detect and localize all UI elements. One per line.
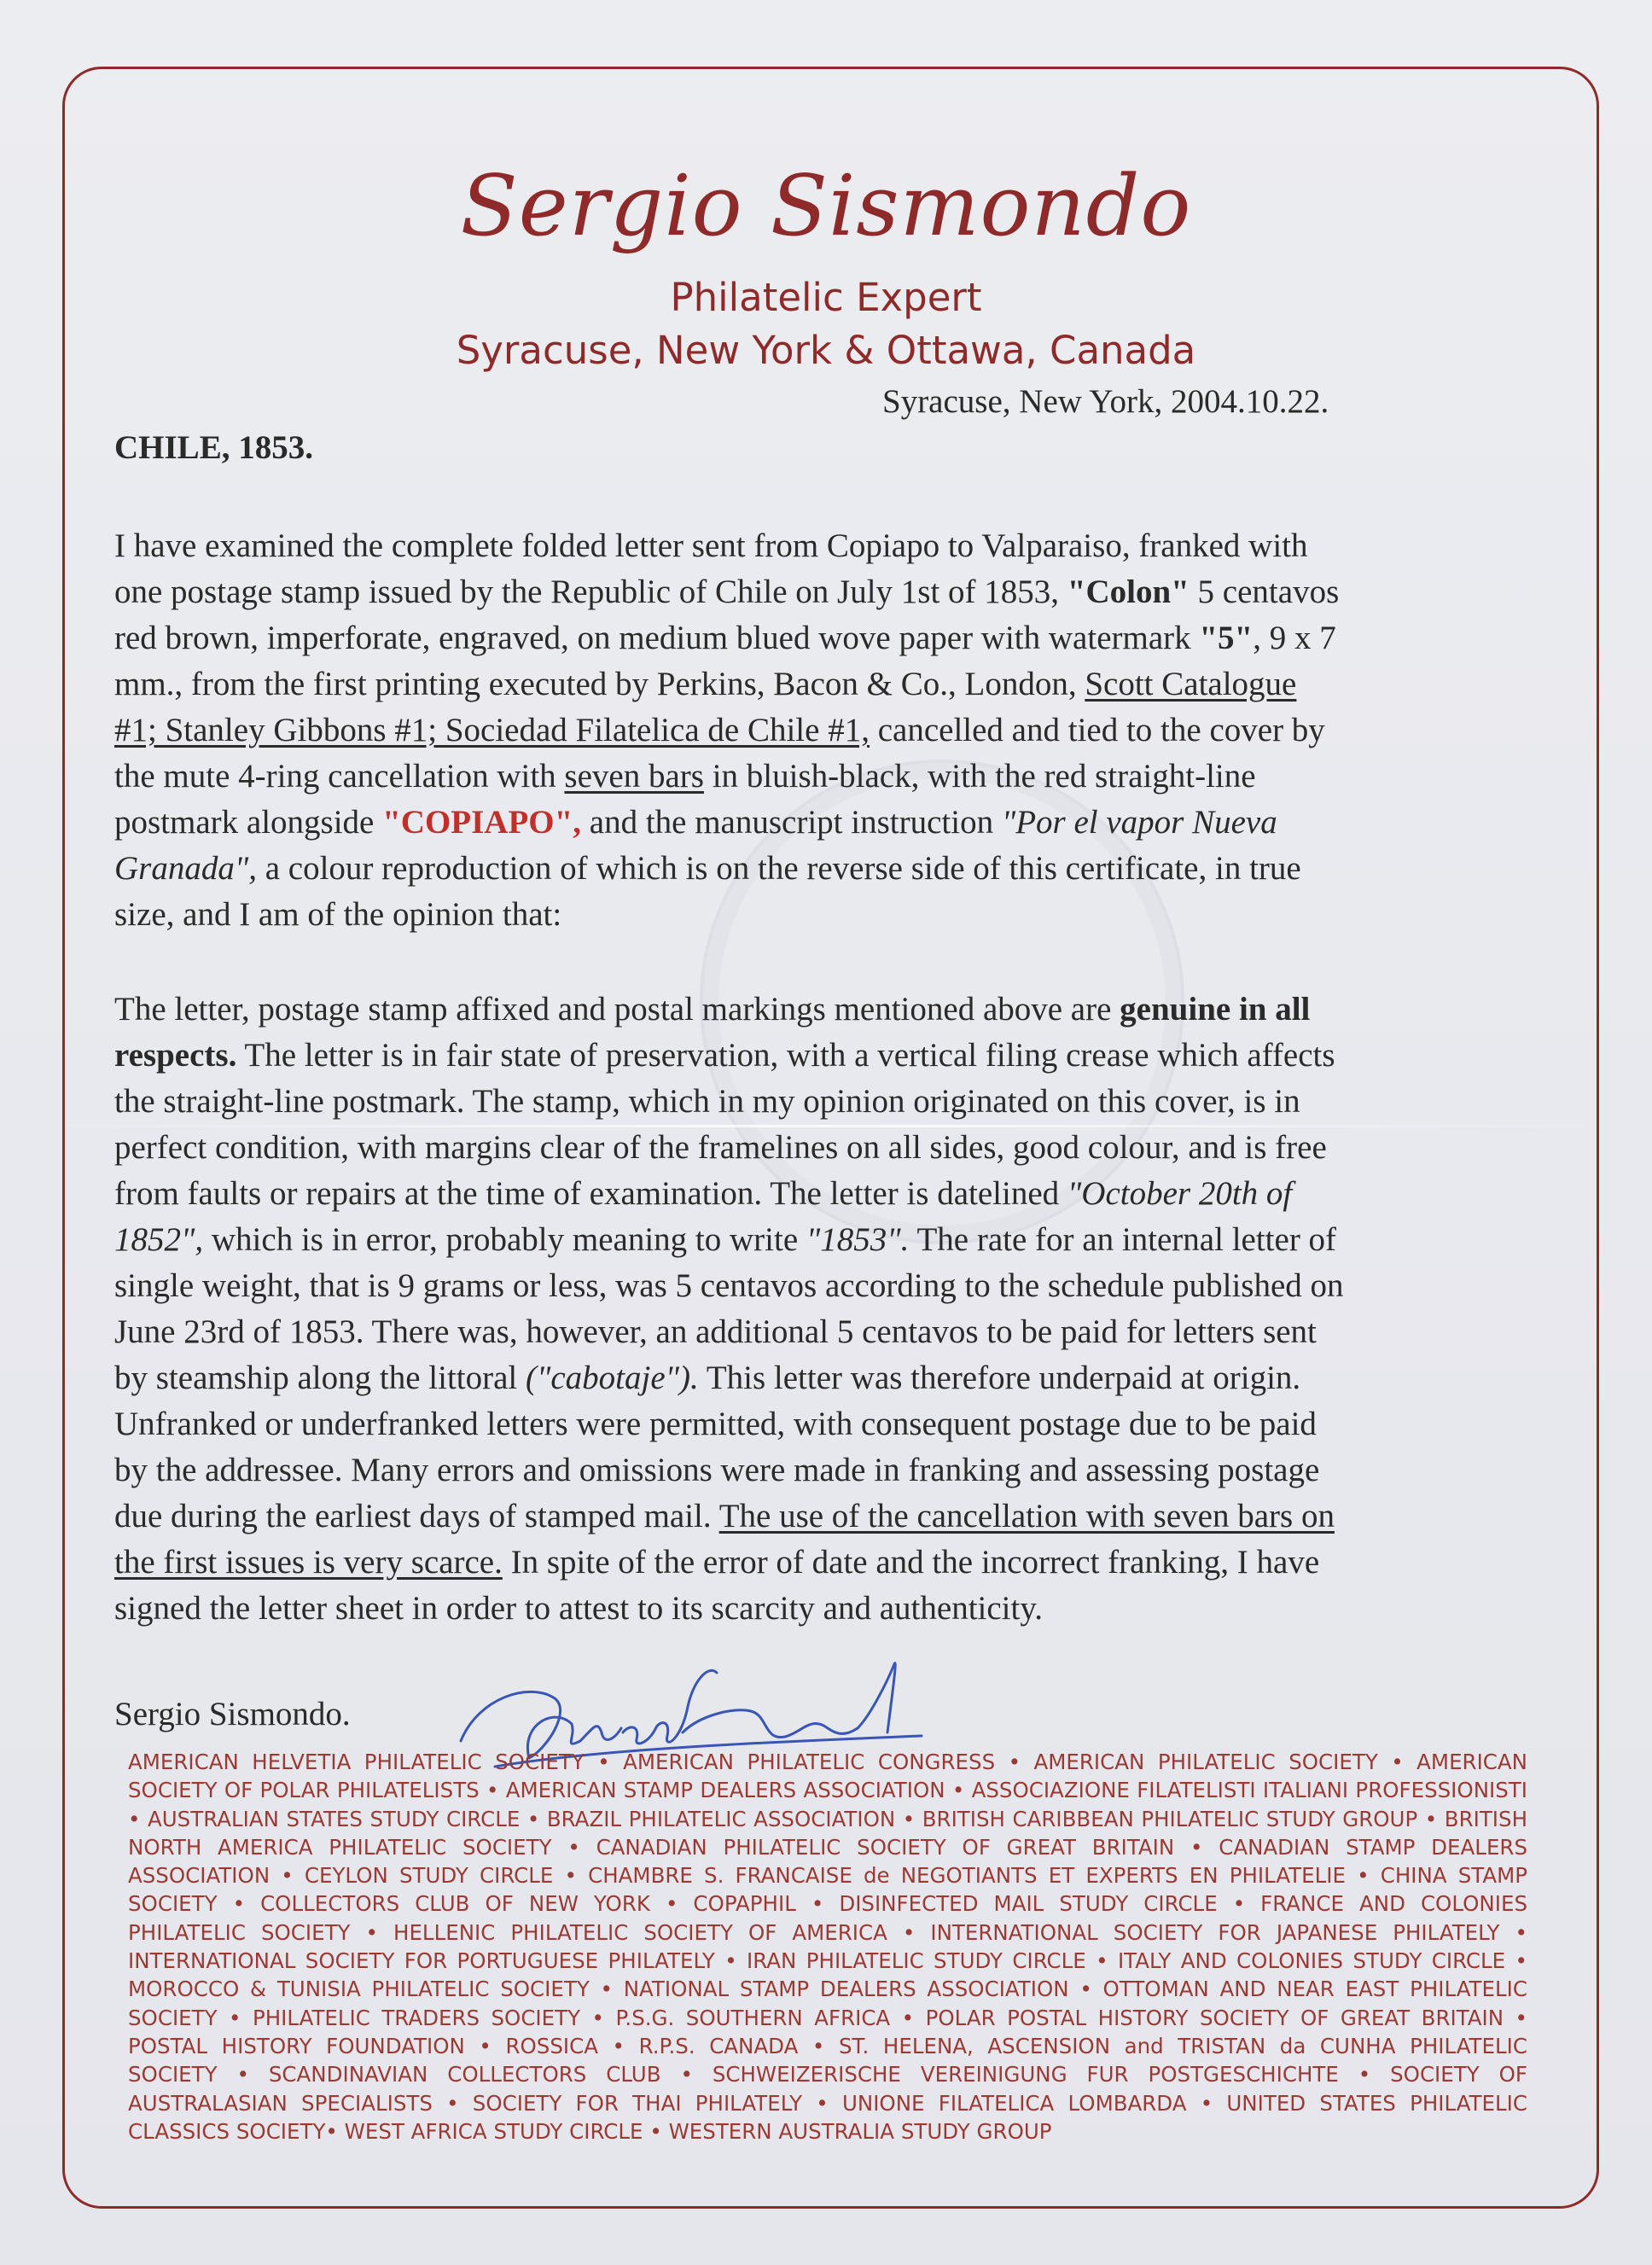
society-line: NORTH AMERICA PHILATELIC SOCIETY • CANADIAN PHILATELIC SOCIETY OF GREAT BRITAIN • CANADIAN STAMP DEALERS [128,1834,1527,1860]
expert-title: Philatelic Expert [670,275,982,320]
text-line: #1; Stanley Gibbons #1; Sociedad Filatelica de Chile #1, cancelled and tied to the cover by [114,712,1325,748]
society-line: MOROCCO & TUNISIA PHILATELIC SOCIETY • NATIONAL STAMP DEALERS ASSOCIATION • OTTOMAN AND NEAR EAST PHILATELIC [128,1977,1527,2002]
society-line: PHILATELIC SOCIETY • HELLENIC PHILATELIC SOCIETY OF AMERICA • INTERNATIONAL SOCIETY FOR JAPANESE PHILATELY • [128,1919,1527,1945]
society-line: INTERNATIONAL SOCIETY FOR PORTUGUESE PHILATELY • IRAN PHILATELIC STUDY CIRCLE • ITALY AND COLONIES STUDY CIRCLE • [128,1948,1527,1974]
text-line: by steamship along the littoral ("cabotaje"). This letter was therefore underpaid at origin. [114,1360,1301,1396]
text-line: 1852", which is in error, probably meaning to write "1853". The rate for an internal letter of [114,1221,1337,1258]
text-line: size, and I am of the opinion that: [114,896,562,933]
society-line: POSTAL HISTORY FOUNDATION • ROSSICA • R.P.S. CANADA • ST. HELENA, ASCENSION and TRISTAN da CUNHA PHILATELIC [128,2033,1527,2058]
text-line: postmark alongside "COPIAPO", and the manuscript instruction "Por el vapor Nueva [114,804,1277,841]
text-line: respects. The letter is in fair state of preservation, with a vertical filing crease which affects [114,1037,1335,1074]
signoff-name: Sergio Sismondo. [114,1696,351,1732]
text-line: single weight, that is 9 grams or less, was 5 centavos according to the schedule published on [114,1267,1344,1304]
text-line: the first issues is very scarce. In spite of the error of date and the incorrect franking, I have [114,1544,1320,1581]
text-line: The letter, postage stamp affixed and postal markings mentioned above are genuine in all [114,991,1311,1028]
text-line: one postage stamp issued by the Republic of Chile on July 1st of 1853, "Colon" 5 centavos [114,574,1340,610]
dateline: Syracuse, New York, 2004.10.22. [882,383,1329,420]
society-line: SOCIETY • COLLECTORS CLUB OF NEW YORK • COPAPHIL • DISINFECTED MAIL STUDY CIRCLE • FRANCE AND COLONIES [128,1891,1527,1917]
text-line: from faults or repairs at the time of examination. The letter is datelined "October 20th of [114,1175,1293,1212]
text-line: signed the letter sheet in order to attest to its scarcity and authenticity. [114,1590,1044,1627]
society-line: SOCIETY • SCANDINAVIAN COLLECTORS CLUB • SCHWEIZERISCHE VEREINIGUNG FUR POSTGESCHICHTE • SOCIETY OF [128,2062,1527,2087]
text-line: the straight-line postmark. The stamp, which in my opinion originated on this cover, is in [114,1083,1300,1120]
text-line: I have examined the complete folded letter sent from Copiapo to Valparaiso, franked with [114,527,1308,564]
society-line: ASSOCIATION • CEYLON STUDY CIRCLE • CHAMBRE S. FRANCAISE de NEGOTIANTS ET EXPERTS EN PHILATELIE • CHINA STAMP [128,1863,1527,1889]
expert-name: Sergio Sismondo [460,158,1192,255]
society-line: AUSTRALASIAN SPECIALISTS • SOCIETY FOR THAI PHILATELY • UNIONE FILATELICA LOMBARDA • UNITED STATES PHILATELIC [128,2090,1527,2116]
text-line: due during the earliest days of stamped mail. The use of the cancellation with seven bars on [114,1498,1335,1534]
society-line: CLASSICS SOCIETY• WEST AFRICA STUDY CIRCLE • WESTERN AUSTRALIA STUDY GROUP [128,2118,1052,2144]
society-line: SOCIETY OF POLAR PHILATELISTS • AMERICAN STAMP DEALERS ASSOCIATION • ASSOCIAZIONE FILATELISTI ITALIANI PROFESSIONISTI [128,1778,1527,1803]
society-line: • AUSTRALIAN STATES STUDY CIRCLE • BRAZIL PHILATELIC ASSOCIATION • BRITISH CARIBBEAN PHILATELIC STUDY GROUP • BRITISH [128,1806,1527,1831]
text-line: June 23rd of 1853. There was, however, an additional 5 centavos to be paid for letters sent [114,1313,1317,1350]
text-line: red brown, imperforate, engraved, on medium blued wove paper with watermark "5", 9 x 7 [114,620,1336,656]
society-memberships [128,1748,1527,2146]
certificate-heading: CHILE, 1853. [114,429,313,466]
text-line: mm., from the first printing executed by Perkins, Bacon & Co., London, Scott Catalogue [114,666,1297,702]
text-line: perfect condition, with margins clear of the framelines on all sides, good colour, and is free [114,1129,1327,1166]
text-line: Granada", a colour reproduction of which is on the reverse side of this certificate, in true [114,850,1301,887]
text-line: the mute 4-ring cancellation with seven bars in bluish-black, with the red straight-line [114,758,1256,795]
text-line: by the addressee. Many errors and omissions were made in franking and assessing postage [114,1452,1320,1488]
society-line: AMERICAN HELVETIA PHILATELIC SOCIETY • AMERICAN PHILATELIC CONGRESS • AMERICAN PHILATELIC SOCIETY • AMERICAN [128,1750,1527,1774]
expert-location: Syracuse, New York & Ottawa, Canada [456,328,1196,373]
society-line: SOCIETY • PHILATELIC TRADERS SOCIETY • P.S.G. SOUTHERN AFRICA • POLAR POSTAL HISTORY SOCIETY OF GREAT BRITAIN • [128,2005,1527,2030]
text-line: Unfranked or underfranked letters were permitted, with consequent postage due to be paid [114,1406,1317,1442]
